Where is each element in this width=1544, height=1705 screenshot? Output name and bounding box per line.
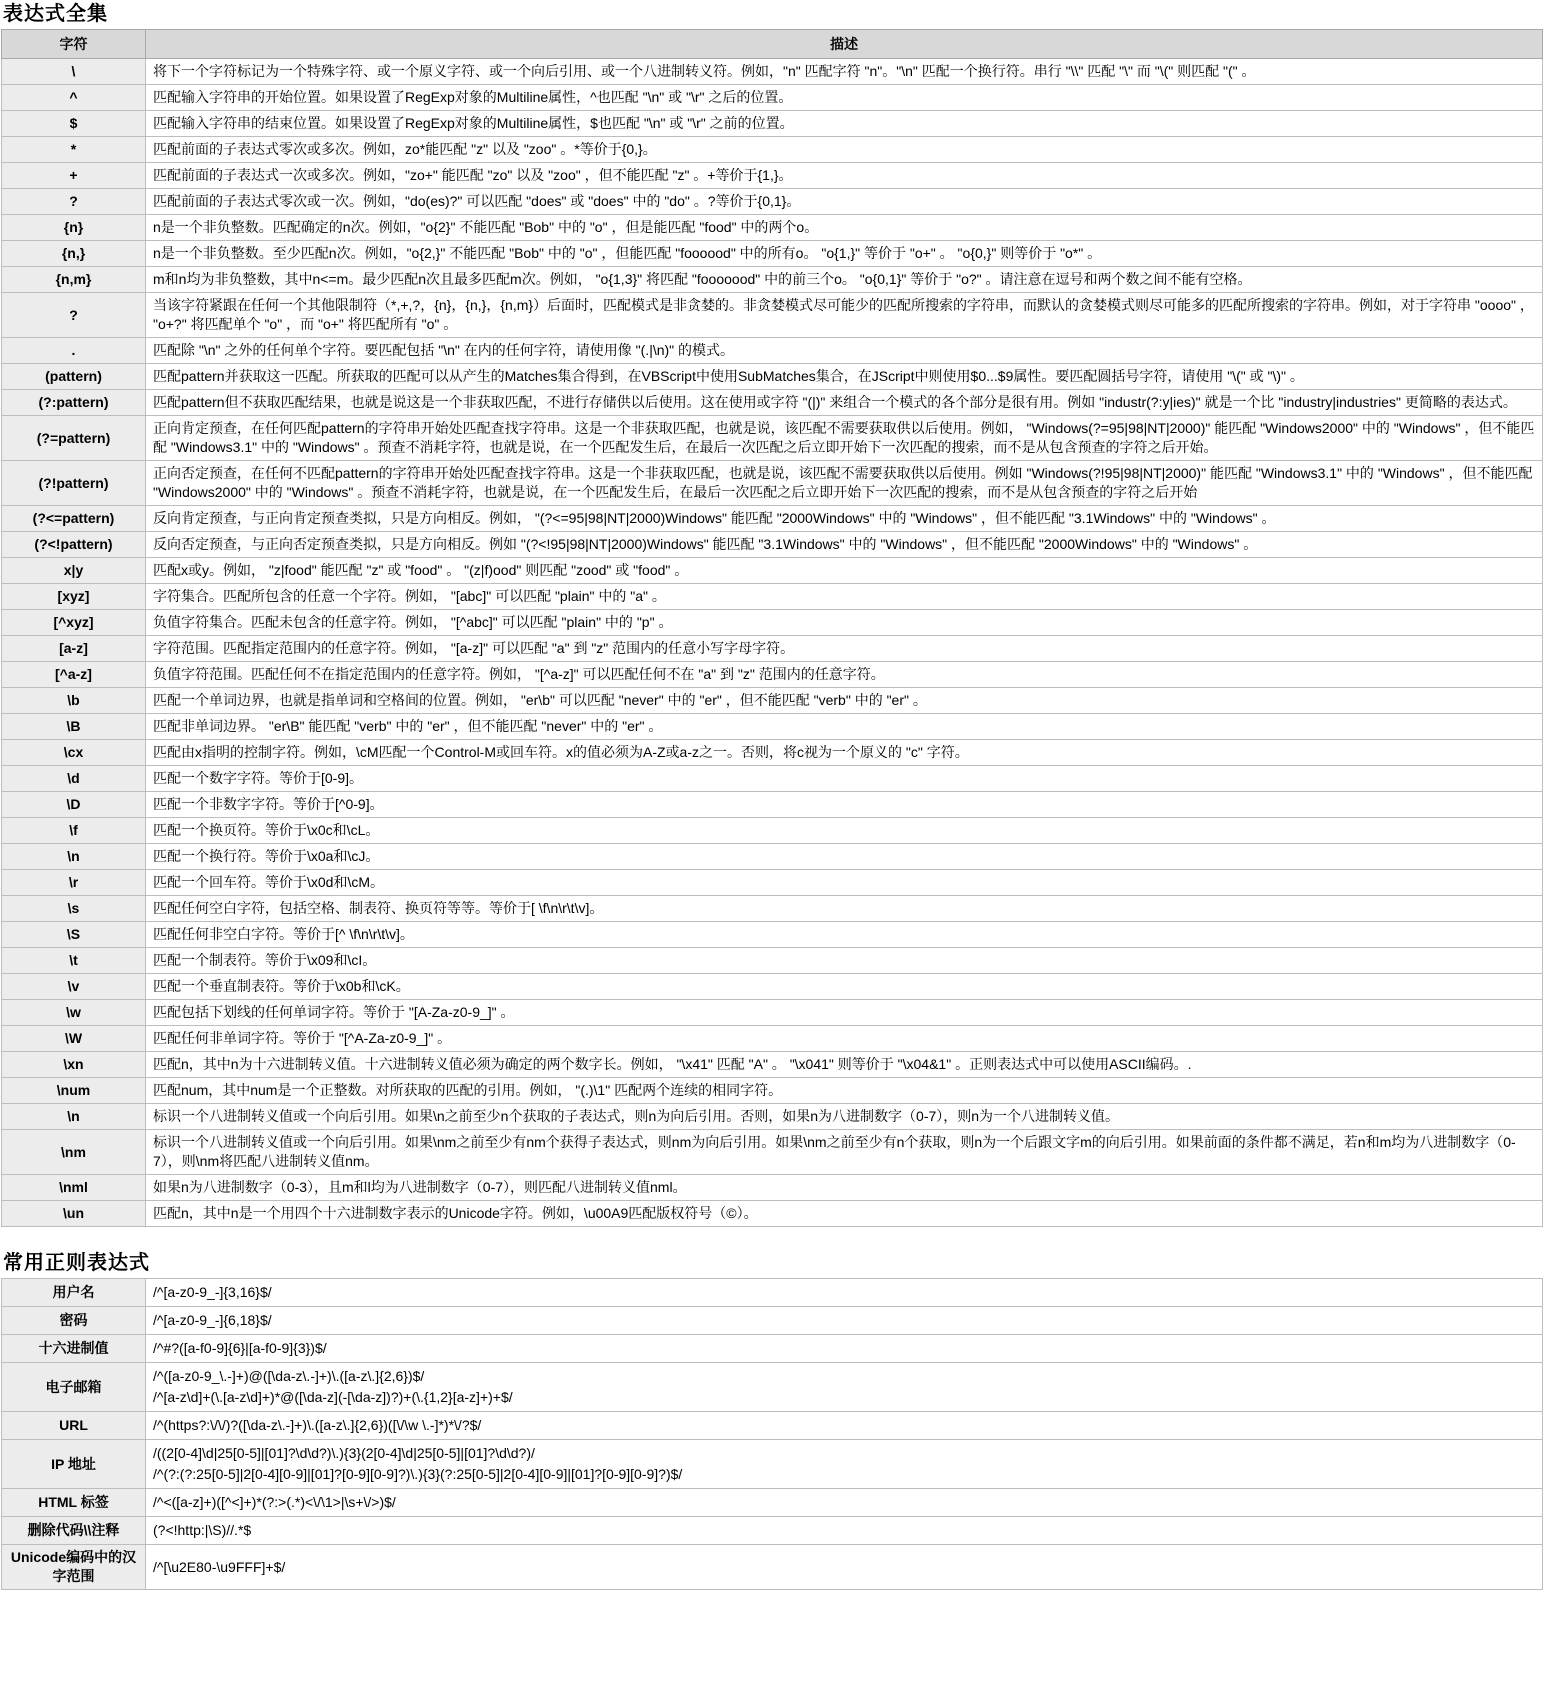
table-row (2, 610, 1543, 636)
table-row (2, 1000, 1543, 1026)
table-row (2, 792, 1543, 818)
table-row (2, 974, 1543, 1000)
page-title-expression-full-set: 表达式全集 (3, 3, 108, 25)
table-row (2, 390, 1543, 416)
pattern-description: 匹配除 "\n" 之外的任何单个字符。要匹配包括 "\n" 在内的任何字符，请使用像 "(.|\n)" 的模式。 (146, 338, 1543, 364)
column-header-character: 字符 (2, 30, 146, 59)
regex-use-case-label: IP 地址 (2, 1440, 146, 1489)
pattern-char: + (2, 163, 146, 189)
regex-use-case-label: 删除代码\\注释 (2, 1517, 146, 1545)
pattern-description: 匹配num，其中num是一个正整数。对所获取的匹配的引用。例如， "(.)\1" 匹配两个连续的相同字符。 (146, 1078, 1543, 1104)
table-row (2, 241, 1543, 267)
pattern-description: 字符范围。匹配指定范围内的任意字符。例如， "[a-z]" 可以匹配 "a" 到 "z" 范围内的任意小写字母字符。 (146, 636, 1543, 662)
table-row (2, 1201, 1543, 1227)
pattern-description: 匹配任何非单词字符。等价于 "[^A-Za-z0-9_]" 。 (146, 1026, 1543, 1052)
pattern-char: [^xyz] (2, 610, 146, 636)
pattern-char: \n (2, 1104, 146, 1130)
pattern-char: x|y (2, 558, 146, 584)
pattern-description: n是一个非负整数。至少匹配n次。例如，"o{2,}" 不能匹配 "Bob" 中的 "o" ，但能匹配 "foooood" 中的所有o。 "o{1,}" 等价于 "o+" 。 "o{0,}" 则等价于 "o*" 。 (146, 241, 1543, 267)
pattern-description: 匹配pattern并获取这一匹配。所获取的匹配可以从产生的Matches集合得到，在VBScript中使用SubMatches集合，在JScript中则使用$0...$9属性。要匹配圆括号字符，请使用 "\(" 或 "\)" 。 (146, 364, 1543, 390)
table-row (2, 1517, 1543, 1545)
pattern-description: 正向否定预查，在任何不匹配pattern的字符串开始处匹配查找字符串。这是一个非获取匹配，也就是说，该匹配不需要获取供以后使用。例如 "Windows(?!95|98|NT|2000)" 能匹配 "Windows3.1" 中的 "Windows" ，但不能匹配 "Windows2000" 中的 "Windows" 。预查不消耗字符，也就是说，在一个匹配发生后，在最后一次匹配之后立即开始下一次匹配的搜索，而不是从包含预查的字符之后开始 (146, 461, 1543, 506)
pattern-description: 标识一个八进制转义值或一个向后引用。如果\n之前至少n个获取的子表达式，则n为向后引用。否则，如果n为八进制数字（0-7），则n为一个八进制转义值。 (146, 1104, 1543, 1130)
pattern-char: \D (2, 792, 146, 818)
pattern-description: 匹配由x指明的控制字符。例如，\cM匹配一个Control-M或回车符。x的值必须为A-Z或a-z之一。否则，将c视为一个原义的 "c" 字符。 (146, 740, 1543, 766)
pattern-char: \t (2, 948, 146, 974)
table-row (2, 59, 1543, 85)
regex-pattern-cell (146, 1412, 1543, 1440)
header-row (2, 30, 1543, 59)
pattern-char: \cx (2, 740, 146, 766)
regex-pattern: /^([a-z0-9_\.-]+)@([\da-z\.-]+)\.([a-z\.]{2,6})$/ (153, 1368, 425, 1384)
pattern-description: 反向肯定预查，与正向肯定预查类拟，只是方向相反。例如， "(?<=95|98|NT|2000)Windows" 能匹配 "2000Windows" 中的 "Windows" ，但不能匹配 "3.1Windows" 中的 "Windows" 。 (146, 506, 1543, 532)
regex-pattern: /^(?:(?:25[0-5]|2[0-4][0-9]|[01]?[0-9][0-9]?)\.){3}(?:25[0-5]|2[0-4][0-9]|[01]?[0-9][0-9]?)$/ (153, 1466, 683, 1482)
regex-use-case-label: 用户名 (2, 1279, 146, 1307)
pattern-char: \un (2, 1201, 146, 1227)
pattern-char: {n,} (2, 241, 146, 267)
pattern-char: (?<!pattern) (2, 532, 146, 558)
pattern-char: \B (2, 714, 146, 740)
pattern-description: 匹配n，其中n是一个用四个十六进制数字表示的Unicode字符。例如，\u00A9匹配版权符号（©）。 (146, 1201, 1543, 1227)
pattern-char: . (2, 338, 146, 364)
regex-pattern: /^[\u2E80-\u9FFF]+$/ (153, 1558, 286, 1575)
regex-pattern-cell (146, 1440, 1543, 1489)
regex-pattern: /((2[0-4]\d|25[0-5]|[01]?\d\d?)\.){3}(2[0-4]\d|25[0-5]|[01]?\d\d?)/ (153, 1445, 535, 1461)
table-row (2, 818, 1543, 844)
table-row (2, 506, 1543, 532)
regex-pattern: /^<([a-z]+)([^<]+)*(?:>(.*)<\/\1>|\s+\/>)$/ (153, 1494, 396, 1510)
pattern-char: * (2, 137, 146, 163)
regex-use-case-label: URL (2, 1412, 146, 1440)
pattern-char: ^ (2, 85, 146, 111)
pattern-char: ? (2, 189, 146, 215)
table-row (2, 1412, 1543, 1440)
pattern-description: 匹配任何空白字符，包括空格、制表符、换页符等等。等价于[ \f\n\r\t\v]。 (146, 896, 1543, 922)
pattern-char: ? (2, 293, 146, 338)
table-row (2, 267, 1543, 293)
pattern-description: 负值字符集合。匹配未包含的任意字符。例如， "[^abc]" 可以匹配 "plain" 中的 "p" 。 (146, 610, 1543, 636)
pattern-description: 反向否定预查，与正向否定预查类拟，只是方向相反。例如 "(?<!95|98|NT|2000)Windows" 能匹配 "3.1Windows" 中的 "Windows" ，但不能匹配 "2000Windows" 中的 "Windows" 。 (146, 532, 1543, 558)
table-row (2, 584, 1543, 610)
regex-reference-table-body (2, 59, 1543, 1227)
table-row (2, 85, 1543, 111)
pattern-char: (?=pattern) (2, 416, 146, 461)
table-row (2, 1104, 1543, 1130)
regex-pattern: /^[a-z0-9_-]{3,16}$/ (153, 1284, 272, 1300)
regex-pattern-cell (146, 1489, 1543, 1517)
pattern-char: \r (2, 870, 146, 896)
pattern-char: \v (2, 974, 146, 1000)
pattern-char: \nml (2, 1175, 146, 1201)
pattern-char: \S (2, 922, 146, 948)
pattern-char: \W (2, 1026, 146, 1052)
regex-use-case-label: HTML 标签 (2, 1489, 146, 1517)
common-regex-table (1, 1278, 1543, 1590)
regex-pattern-cell (146, 1363, 1543, 1412)
regex-pattern: /^[a-z0-9_-]{6,18}$/ (153, 1312, 272, 1328)
pattern-char: \f (2, 818, 146, 844)
table-row (2, 189, 1543, 215)
regex-pattern: /^(https?:\/\/)?([\da-z\.-]+)\.([a-z\.]{2,6})([\/\w \.-]*)*\/?$/ (153, 1417, 482, 1433)
table-row (2, 1363, 1543, 1412)
pattern-description: 匹配一个非数字字符。等价于[^0-9]。 (146, 792, 1543, 818)
pattern-description: 匹配前面的子表达式一次或多次。例如，"zo+" 能匹配 "zo" 以及 "zoo" ，但不能匹配 "z" 。+等价于{1,}。 (146, 163, 1543, 189)
regex-pattern-cell (146, 1517, 1543, 1545)
pattern-description: 匹配一个垂直制表符。等价于\x0b和\cK。 (146, 974, 1543, 1000)
table-row (2, 163, 1543, 189)
pattern-description: 匹配n，其中n为十六进制转义值。十六进制转义值必须为确定的两个数字长。例如， "\x41" 匹配 "A" 。 "\x041" 则等价于 "\x04&1" 。正则表达式中可以使用ASCII编码。. (146, 1052, 1543, 1078)
table-row (2, 714, 1543, 740)
table-row (2, 111, 1543, 137)
pattern-description: 匹配输入字符串的结束位置。如果设置了RegExp对象的Multiline属性，$也匹配 "\n" 或 "\r" 之前的位置。 (146, 111, 1543, 137)
pattern-char: \num (2, 1078, 146, 1104)
regex-pattern: (?<!http:|\S)//.*$ (153, 1522, 252, 1538)
table-row (2, 1175, 1543, 1201)
pattern-char: \xn (2, 1052, 146, 1078)
table-row (2, 215, 1543, 241)
table-row (2, 532, 1543, 558)
pattern-char: (?:pattern) (2, 390, 146, 416)
table-row (2, 766, 1543, 792)
regex-pattern: /^#?([a-f0-9]{6}|[a-f0-9]{3})$/ (153, 1340, 327, 1356)
pattern-char: \w (2, 1000, 146, 1026)
pattern-char: (pattern) (2, 364, 146, 390)
pattern-description: 匹配非单词边界。 "er\B" 能匹配 "verb" 中的 "er" ，但不能匹配 "never" 中的 "er" 。 (146, 714, 1543, 740)
regex-reference-table (1, 29, 1543, 1227)
pattern-description: 匹配一个换行符。等价于\x0a和\cJ。 (146, 844, 1543, 870)
regex-use-case-label: 十六进制值 (2, 1335, 146, 1363)
table-row (2, 636, 1543, 662)
table-row (2, 1489, 1543, 1517)
pattern-description: 匹配x或y。例如， "z|food" 能匹配 "z" 或 "food" 。 "(z|f)ood" 则匹配 "zood" 或 "food" 。 (146, 558, 1543, 584)
table-row (2, 1335, 1543, 1363)
pattern-description: 匹配前面的子表达式零次或一次。例如，"do(es)?" 可以匹配 "does" 或 "does" 中的 "do" 。?等价于{0,1}。 (146, 189, 1543, 215)
table-row (2, 1279, 1543, 1307)
table-row (2, 1545, 1543, 1590)
table-row (2, 1052, 1543, 1078)
regex-pattern: /^[a-z\d]+(\.[a-z\d]+)*@([\da-z](-[\da-z])?)+(\.{1,2}[a-z]+)+$/ (153, 1389, 513, 1405)
table-row (2, 948, 1543, 974)
pattern-char: {n,m} (2, 267, 146, 293)
regex-pattern-cell (146, 1307, 1543, 1335)
pattern-description: 匹配包括下划线的任何单词字符。等价于 "[A-Za-z0-9_]" 。 (146, 1000, 1543, 1026)
pattern-char: \d (2, 766, 146, 792)
pattern-description: 匹配前面的子表达式零次或多次。例如，zo*能匹配 "z" 以及 "zoo" 。*等价于{0,}。 (146, 137, 1543, 163)
table-row (2, 662, 1543, 688)
pattern-char: \n (2, 844, 146, 870)
table-row (2, 922, 1543, 948)
regex-use-case-label: 电子邮箱 (2, 1363, 146, 1412)
table-row (2, 137, 1543, 163)
table-row (2, 870, 1543, 896)
table-row (2, 1130, 1543, 1175)
pattern-char: \s (2, 896, 146, 922)
pattern-char: $ (2, 111, 146, 137)
regex-use-case-label: Unicode编码中的汉字范围 (2, 1545, 146, 1590)
table-row (2, 1026, 1543, 1052)
pattern-char: \b (2, 688, 146, 714)
pattern-description: n是一个非负整数。匹配确定的n次。例如，"o{2}" 不能匹配 "Bob" 中的 "o" ，但是能匹配 "food" 中的两个o。 (146, 215, 1543, 241)
pattern-char: {n} (2, 215, 146, 241)
common-regex-table-body (2, 1279, 1543, 1590)
pattern-description: 匹配任何非空白字符。等价于[^ \f\n\r\t\v]。 (146, 922, 1543, 948)
pattern-description: 标识一个八进制转义值或一个向后引用。如果\nm之前至少有nm个获得子表达式，则nm为向后引用。如果\nm之前至少有n个获取，则n为一个后跟文字m的向后引用。如果前面的条件都不满足，若n和m均为八进制数字（0-7），则\nm将匹配八进制转义值nm。 (146, 1130, 1543, 1175)
regex-pattern-cell (146, 1335, 1543, 1363)
pattern-description: 匹配一个单词边界，也就是指单词和空格间的位置。例如， "er\b" 可以匹配 "never" 中的 "er" ，但不能匹配 "verb" 中的 "er" 。 (146, 688, 1543, 714)
table-row (2, 416, 1543, 461)
pattern-char: \nm (2, 1130, 146, 1175)
pattern-description: 正向肯定预查，在任何匹配pattern的字符串开始处匹配查找字符串。这是一个非获取匹配，也就是说，该匹配不需要获取供以后使用。例如， "Windows(?=95|98|NT|2000)" 能匹配 "Windows2000" 中的 "Windows" ，但不能匹配 "Windows3.1" 中的 "Windows" 。预查不消耗字符，也就是说，在一个匹配发生后，在最后一次匹配之后立即开始下一次匹配的搜索，而不是从包含预查的字符之后开始。 (146, 416, 1543, 461)
pattern-description: 字符集合。匹配所包含的任意一个字符。例如， "[abc]" 可以匹配 "plain" 中的 "a" 。 (146, 584, 1543, 610)
pattern-description: 匹配pattern但不获取匹配结果，也就是说这是一个非获取匹配，不进行存储供以后使用。这在使用或字符 "(|)" 来组合一个模式的各个部分是很有用。例如 "industr(?:y|ies)" 就是一个比 "industry|industries" 更简略的表达式。 (146, 390, 1543, 416)
pattern-description: 匹配一个回车符。等价于\x0d和\cM。 (146, 870, 1543, 896)
pattern-char: (?<=pattern) (2, 506, 146, 532)
table-row (2, 1440, 1543, 1489)
table-row (2, 688, 1543, 714)
pattern-description: 如果n为八进制数字（0-3），且m和l均为八进制数字（0-7），则匹配八进制转义值nml。 (146, 1175, 1543, 1201)
table-row (2, 558, 1543, 584)
pattern-description: 当该字符紧跟在任何一个其他限制符（*,+,?，{n}，{n,}，{n,m}）后面时，匹配模式是非贪婪的。非贪婪模式尽可能少的匹配所搜索的字符串，而默认的贪婪模式则尽可能多的匹配所搜索的字符串。例如，对于字符串 "oooo" ， "o+?" 将匹配单个 "o" ，而 "o+" 将匹配所有 "o" 。 (146, 293, 1543, 338)
table-row (2, 338, 1543, 364)
table-row (2, 1078, 1543, 1104)
table-row (2, 461, 1543, 506)
pattern-char: (?!pattern) (2, 461, 146, 506)
pattern-description: 匹配一个换页符。等价于\x0c和\cL。 (146, 818, 1543, 844)
pattern-description: m和n均为非负整数，其中n<=m。最少匹配n次且最多匹配m次。例如， "o{1,3}" 将匹配 "fooooood" 中的前三个o。 "o{0,1}" 等价于 "o?" 。请注意在逗号和两个数之间不能有空格。 (146, 267, 1543, 293)
page-title-common-regex: 常用正则表达式 (3, 1252, 150, 1274)
table-row (2, 293, 1543, 338)
regex-pattern-cell (146, 1545, 1543, 1590)
table-row (2, 740, 1543, 766)
table-row (2, 896, 1543, 922)
pattern-description: 匹配一个数字字符。等价于[0-9]。 (146, 766, 1543, 792)
pattern-description: 匹配输入字符串的开始位置。如果设置了RegExp对象的Multiline属性，^也匹配 "\n" 或 "\r" 之后的位置。 (146, 85, 1543, 111)
pattern-char: \ (2, 59, 146, 85)
regex-use-case-label: 密码 (2, 1307, 146, 1335)
pattern-description: 匹配一个制表符。等价于\x09和\cI。 (146, 948, 1543, 974)
table-row (2, 1307, 1543, 1335)
pattern-description: 将下一个字符标记为一个特殊字符、或一个原义字符、或一个向后引用、或一个八进制转义符。例如，"n" 匹配字符 "n"。"\n" 匹配一个换行符。串行 "\\" 匹配 "\" 而 "\(" 则匹配 "(" 。 (146, 59, 1543, 85)
column-header-description: 描述 (146, 30, 1543, 59)
table-row (2, 844, 1543, 870)
regex-reference-table-head (2, 30, 1543, 59)
table-row (2, 364, 1543, 390)
pattern-char: [a-z] (2, 636, 146, 662)
pattern-description: 负值字符范围。匹配任何不在指定范围内的任意字符。例如， "[^a-z]" 可以匹配任何不在 "a" 到 "z" 范围内的任意字符。 (146, 662, 1543, 688)
pattern-char: [^a-z] (2, 662, 146, 688)
pattern-char: [xyz] (2, 584, 146, 610)
regex-pattern-cell (146, 1279, 1543, 1307)
